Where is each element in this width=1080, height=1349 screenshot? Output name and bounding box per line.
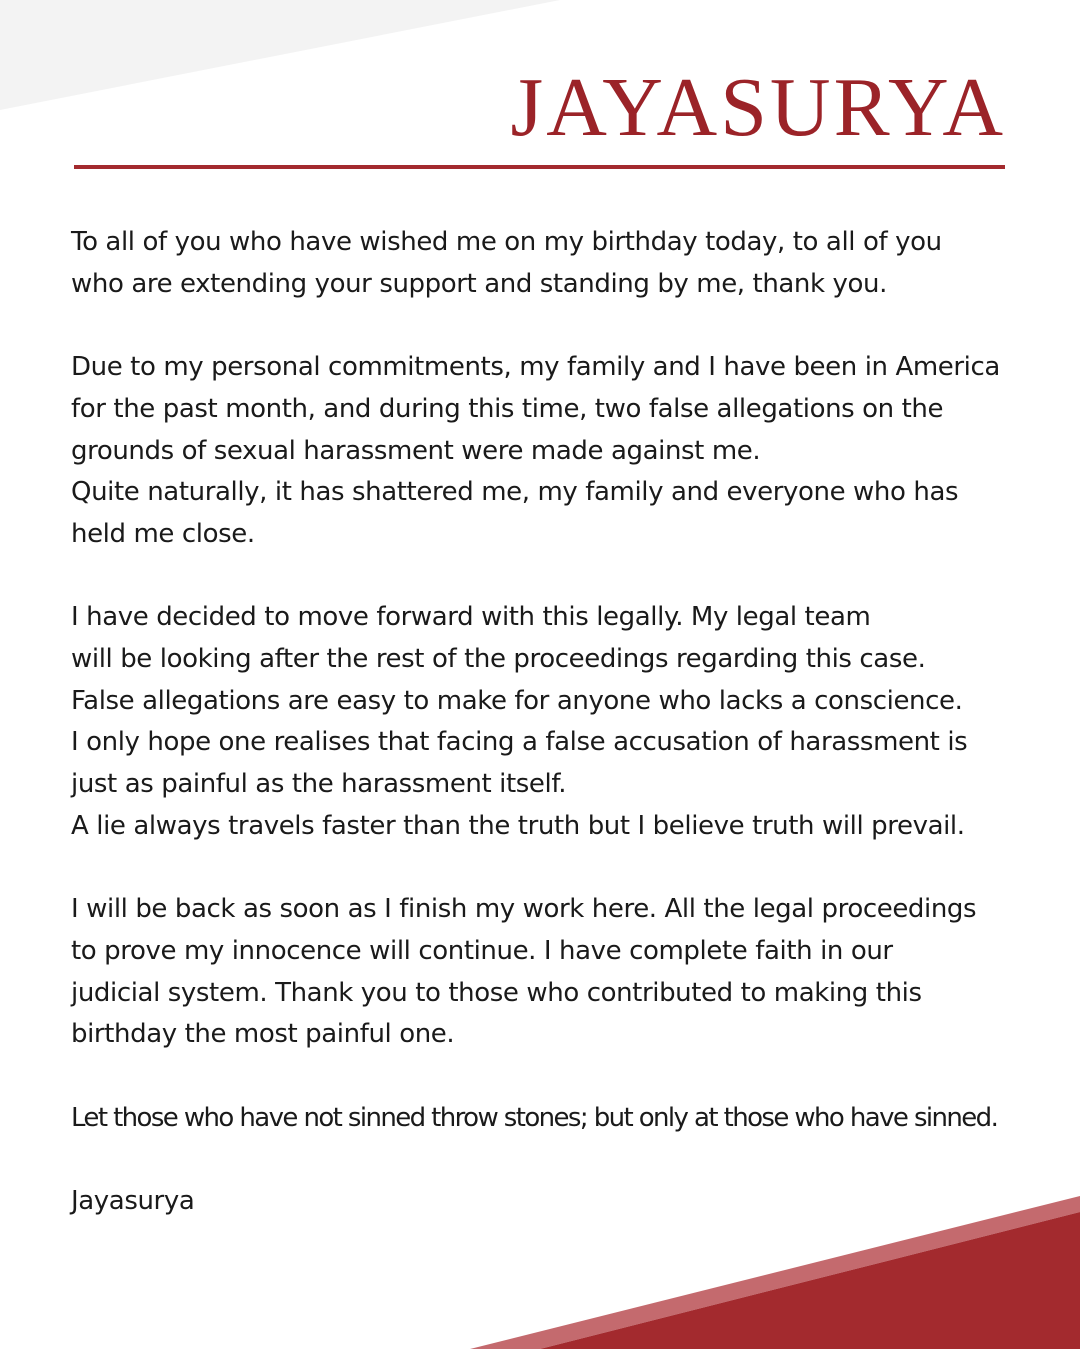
- letter-line: I will be back as soon as I finish my work here. All the legal proceedings: [71, 894, 977, 925]
- letter-line: A lie always travels faster than the truth but I believe truth will prevail.: [71, 810, 965, 841]
- top-left-shading: [0, 0, 560, 110]
- letter-line: Quite naturally, it has shattered me, my family and everyone who has: [71, 477, 959, 508]
- letter-signature: Jayasurya: [71, 1186, 195, 1217]
- letter-line: to prove my innocence will continue. I have complete faith in our: [71, 935, 893, 966]
- letter-closing-quote: Let those who have not sinned throw stones; but only at those who have sinned.: [71, 1102, 998, 1133]
- letter-line: for the past month, and during this time, two false allegations on the: [71, 393, 944, 424]
- letter-line: I have decided to move forward with this legally. My legal team: [71, 602, 871, 633]
- letter-paragraph-3: [71, 597, 1071, 847]
- letter-line: will be looking after the rest of the proceedings regarding this case.: [71, 644, 926, 674]
- letter-line: False allegations are easy to make for anyone who lacks a conscience.: [71, 685, 963, 716]
- letter-paragraph-5: [71, 1098, 1071, 1140]
- letter-paragraph-4: [71, 889, 1071, 1056]
- letter-line: To all of you who have wished me on my birthday today, to all of you: [71, 227, 942, 257]
- letter-line: who are extending your support and standing by me, thank you.: [71, 268, 887, 299]
- letterhead-title: JAYASURYA: [510, 61, 1006, 154]
- letter-line: I only hope one realises that facing a false accusation of harassment is: [71, 727, 968, 758]
- letter-paragraph-1: [71, 222, 1071, 305]
- letterhead-divider: [74, 165, 1005, 169]
- letter-line: birthday the most painful one.: [71, 1019, 455, 1050]
- letter-line: Due to my personal commitments, my family and I have been in America: [71, 352, 1000, 383]
- letter-line: judicial system. Thank you to those who contributed to making this: [71, 977, 922, 1008]
- letter-line: held me close.: [71, 518, 255, 549]
- letter-line: grounds of sexual harassment were made against me.: [71, 435, 761, 466]
- letter-body: [71, 222, 1071, 1223]
- letter-line: just as painful as the harassment itself.: [71, 769, 567, 800]
- letter-paragraph-2: [71, 347, 1071, 556]
